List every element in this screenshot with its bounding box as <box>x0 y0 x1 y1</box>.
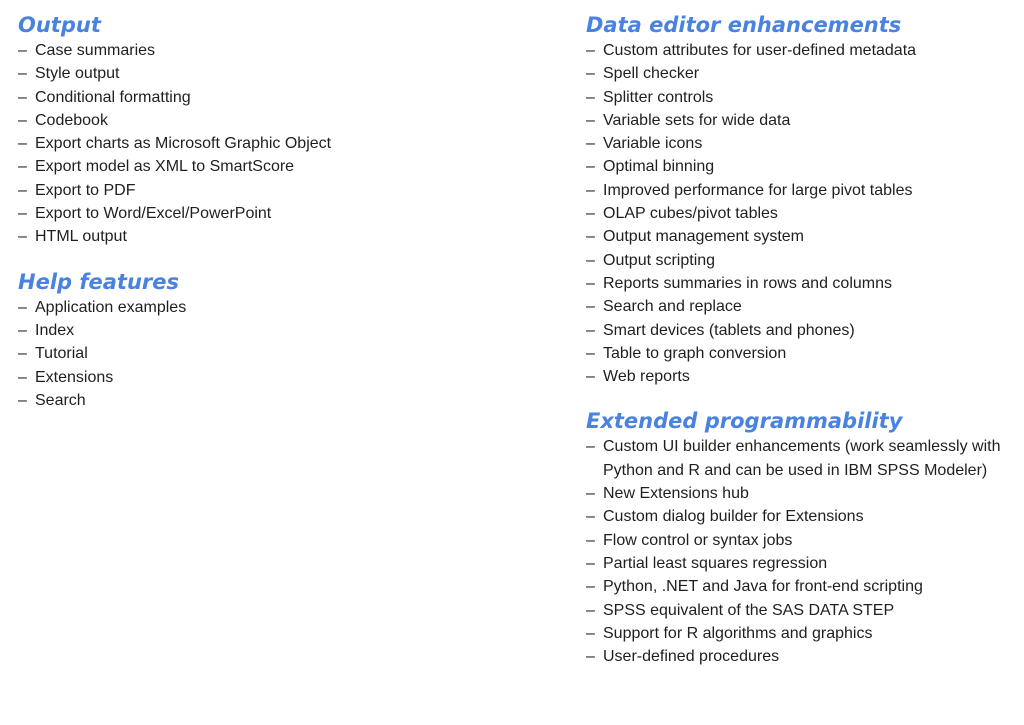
section-title-help-features: Help features <box>18 269 179 294</box>
list-item: – Output scripting <box>586 249 1016 272</box>
list-item: – Reports summaries in rows and columns <box>586 272 1016 295</box>
list-item: – Export to Word/Excel/PowerPoint <box>18 202 498 225</box>
list-item: – SPSS equivalent of the SAS DATA STEP <box>586 599 1016 622</box>
list-item: – Tutorial <box>18 342 498 365</box>
list-item: – Variable icons <box>586 132 1016 155</box>
section-title-extended-programmability: Extended programmability <box>586 409 903 434</box>
section-data-editor <box>586 12 1016 388</box>
list-item: – HTML output <box>18 225 498 248</box>
help-features-list <box>18 296 498 412</box>
list-item: – Optimal binning <box>586 155 1016 178</box>
list-item: – Splitter controls <box>586 86 1016 109</box>
list-item: – Export charts as Microsoft Graphic Object <box>18 132 498 155</box>
list-item: – Support for R algorithms and graphics <box>586 622 1016 645</box>
section-title-data-editor: Data editor enhancements <box>586 13 902 37</box>
section-title-output: Output <box>18 13 101 37</box>
list-item: – Python, .NET and Java for front-end scripting <box>586 575 1016 598</box>
list-item: – Variable sets for wide data <box>586 109 1016 132</box>
list-item: – Flow control or syntax jobs <box>586 529 1016 552</box>
list-item: – Export model as XML to SmartScore <box>18 155 498 178</box>
list-item: – User-defined procedures <box>586 645 1016 668</box>
list-item: – Search and replace <box>586 295 1016 318</box>
list-item: – Table to graph conversion <box>586 342 1016 365</box>
output-list <box>18 39 498 249</box>
list-item: – Search <box>18 389 498 412</box>
list-item: – Custom dialog builder for Extensions <box>586 505 1016 528</box>
list-item: – Application examples <box>18 296 498 319</box>
list-item: – OLAP cubes/pivot tables <box>586 202 1016 225</box>
list-item: – Custom UI builder enhancements (work seamlessly with Python and R and can be used in IBM SPSS Modeler) <box>586 435 1016 482</box>
section-help-features <box>18 269 498 412</box>
section-extended-programmability <box>586 408 1016 668</box>
list-item: – Web reports <box>586 365 1016 388</box>
list-item: – Conditional formatting <box>18 86 498 109</box>
list-item: – Improved performance for large pivot tables <box>586 179 1016 202</box>
extended-programmability-list <box>586 435 1016 668</box>
section-output <box>18 12 498 249</box>
list-item: – Codebook <box>18 109 498 132</box>
list-item: – Smart devices (tablets and phones) <box>586 319 1016 342</box>
list-item: – Style output <box>18 62 498 85</box>
data-editor-list <box>586 39 1016 388</box>
right-column <box>586 12 1016 688</box>
list-item: – Case summaries <box>18 39 498 62</box>
list-item: – Index <box>18 319 498 342</box>
list-item: – Custom attributes for user-defined metadata <box>586 39 1016 62</box>
list-item: – Spell checker <box>586 62 1016 85</box>
list-item: – Output management system <box>586 225 1016 248</box>
list-item: – Extensions <box>18 366 498 389</box>
list-item: – Partial least squares regression <box>586 552 1016 575</box>
list-item: – Export to PDF <box>18 179 498 202</box>
list-item: – New Extensions hub <box>586 482 1016 505</box>
left-column <box>18 12 498 432</box>
